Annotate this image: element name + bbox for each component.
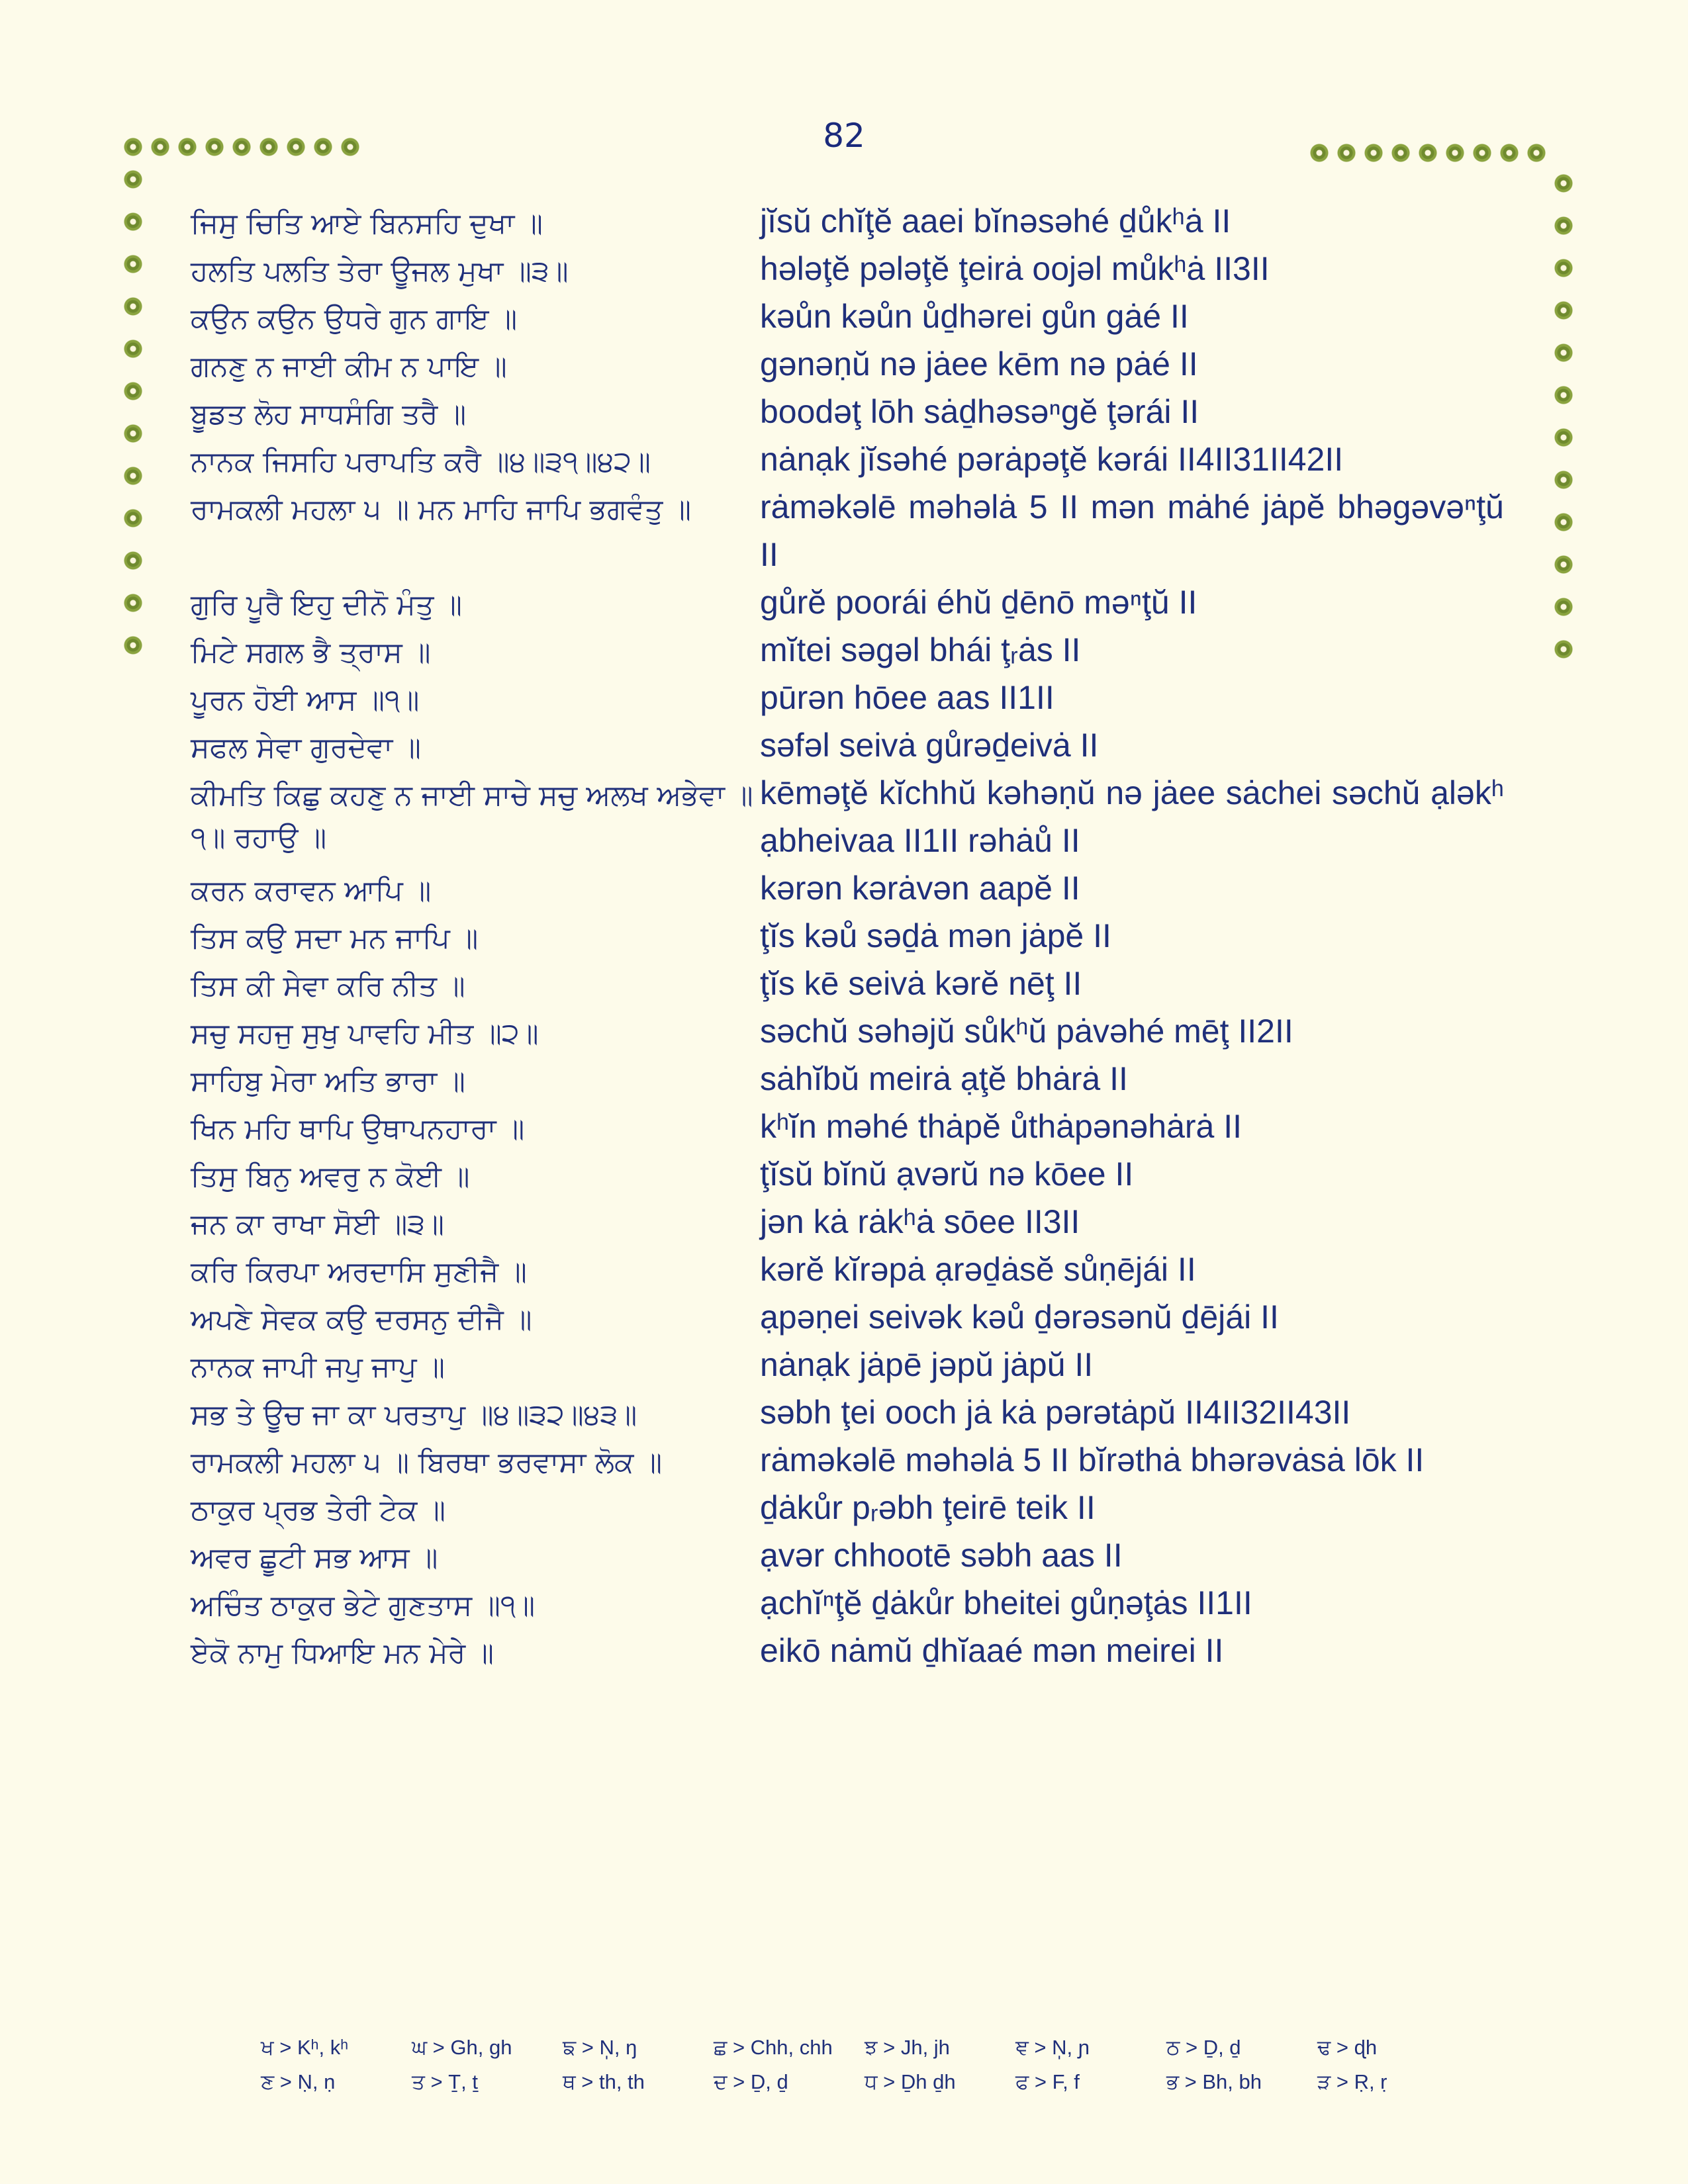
transliteration-text: gənəṇŭ nə jȧee kēm nə pȧé II <box>760 345 1198 383</box>
flower-ornament-icon <box>1554 470 1573 490</box>
verse-row <box>191 1198 1515 1246</box>
verse-row <box>191 864 1515 912</box>
gurmukhi-text: ਮਿਟੇ ਸਗਲ ਭੈ ਤ੍ਰਾਸ ॥ <box>191 636 431 669</box>
transliteration-text: ţĭsŭ bĭnŭ ạvərŭ nə kōee II <box>760 1156 1134 1193</box>
verse-row <box>191 1388 1515 1436</box>
gurmukhi-text: ਨਾਨਕ ਜਿਸਹਿ ਪਰਾਪਤਿ ਕਰੈ ॥੪॥੩੧॥੪੨॥ <box>191 445 651 478</box>
gurmukhi-text: ਜਿਸੁ ਚਿਤਿ ਆਏ ਬਿਨਸਹਿ ਦੁਖਾ ॥ <box>191 207 543 240</box>
flower-ornament-icon <box>123 339 143 359</box>
gurmukhi-text: ਅਵਰ ਛੂਟੀ ਸਭ ਆਸ ॥ <box>191 1541 438 1574</box>
verse-row <box>191 1341 1515 1388</box>
flower-ornament-icon <box>123 212 143 232</box>
flower-ornament-icon <box>123 551 143 570</box>
gurmukhi-text: ਜਨ ਕਾ ਰਾਖਾ ਸੋਈ ॥੩॥ <box>191 1208 445 1241</box>
page-number: 82 <box>823 116 865 155</box>
flower-ornament-icon <box>123 424 143 443</box>
gurmukhi-text: ਤਿਸ ਕਉ ਸਦਾ ਮਨ ਜਾਪਿ ॥ <box>191 922 479 955</box>
transliteration-text: mĭtei səgəl bhái ţᵣȧs II <box>760 631 1081 668</box>
transliteration-text: gůrĕ poorái éhŭ ḏēnō məⁿţŭ II <box>760 584 1197 621</box>
flower-ornament-icon <box>1554 555 1573 574</box>
flower-ornament-icon <box>313 137 333 157</box>
gurmukhi-text: ਤਿਸ ਕੀ ਸੇਵਾ ਕਰਿ ਨੀਤ ॥ <box>191 970 465 1003</box>
flower-ornament-icon <box>123 381 143 401</box>
verse-row <box>191 197 1515 245</box>
transliteration-legend <box>261 2030 1452 2099</box>
gurmukhi-text: ਸਚੁ ਸਹਜੁ ਸੁਖੁ ਪਾਵਹਿ ਮੀਤ ॥੨॥ <box>191 1017 539 1050</box>
gurmukhi-text: ਸਫਲ ਸੇਵਾ ਗੁਰਦੇਵਾ ॥ <box>191 731 421 764</box>
verse-row <box>191 1150 1515 1198</box>
flower-ornament-icon <box>123 137 143 157</box>
flower-ornament-icon <box>205 137 224 157</box>
legend-entry: ਘ > Gh, gh <box>412 2035 512 2059</box>
legend-entry: ੜ > Ṛ, ṛ <box>1317 2070 1387 2093</box>
gurmukhi-text: ਅਪਣੇ ਸੇਵਕ ਕਉ ਦਰਸਨੁ ਦੀਜੈ ॥ <box>191 1303 532 1336</box>
gurmukhi-text: ਗਨਣੁ ਨ ਜਾਈ ਕੀਮ ਨ ਪਾਇ ॥ <box>191 350 507 383</box>
verse-row <box>191 293 1515 340</box>
flower-ornament-icon <box>1554 639 1573 659</box>
legend-entry: ਙ > N̩, ŋ <box>563 2035 637 2059</box>
gurmukhi-text: ਰਾਮਕਲੀ ਮਹਲਾ ੫ ॥ ਬਿਰਥਾ ਭਰਵਾਸਾ ਲੋਕ ॥ <box>191 1446 663 1479</box>
verse-row <box>191 1055 1515 1103</box>
legend-entry: ਞ > N̩, ɲ <box>1015 2035 1090 2059</box>
gurmukhi-text: ਏਕੋ ਨਾਮੁ ਧਿਆਇ ਮਨ ਮੇਰੇ ॥ <box>191 1637 494 1670</box>
legend-entry: ਝ > Jh, jh <box>865 2035 950 2059</box>
transliteration-text: ạpəṇei seivək kəů ḏərəsənŭ ḏējái II <box>760 1298 1279 1336</box>
gurmukhi-text: ਨਾਨਕ ਜਾਪੀ ਜਪੁ ਜਾਪੁ ॥ <box>191 1351 445 1384</box>
transliteration-text: boodəţ lōh sȧḏhəsəⁿgĕ ţərái II <box>760 393 1199 430</box>
gurmukhi-text: ਕਰਨ ਕਰਾਵਨ ਆਪਿ ॥ <box>191 874 432 907</box>
transliteration-text: sȧhĭbŭ meirȧ ạţĕ bhȧrȧ II <box>760 1060 1128 1097</box>
gurmukhi-text: ਹਲਤਿ ਪਲਤਿ ਤੇਰਾ ਊਜਲ ਮੁਖਾ ॥੩॥ <box>191 255 569 288</box>
flower-ornament-icon <box>286 137 306 157</box>
verse-row <box>191 1484 1515 1531</box>
flower-ornament-icon <box>1554 300 1573 320</box>
legend-entry: ਠ > Ḏ, ḏ <box>1166 2035 1241 2059</box>
transliteration-text: səfəl seivȧ gůrəḏeivȧ II <box>760 727 1099 764</box>
transliteration-text: ạvər chhootē səbh aas II <box>760 1537 1123 1574</box>
verse-row <box>191 1531 1515 1579</box>
flower-ornament-icon <box>123 593 143 613</box>
transliteration-text: ḏȧkůr pᵣəbh ţeirē teik II <box>760 1489 1096 1526</box>
legend-entry: ਛ > Chh, chh <box>714 2035 833 2059</box>
flower-ornament-icon <box>123 169 143 189</box>
gurmukhi-text: ਤਿਸੁ ਬਿਨੁ ਅਵਰੁ ਨ ਕੋਈ ॥ <box>191 1160 470 1193</box>
verse-row <box>191 626 1515 674</box>
flower-ornament-icon <box>1554 597 1573 617</box>
legend-entry: ਦ > Ḏ, ḏ <box>714 2070 788 2093</box>
flower-ornament-icon <box>1391 143 1411 163</box>
gurmukhi-text: ਬੂਡਤ ਲੋਹ ਸਾਧਸੰਗਿ ਤਰੈ ॥ <box>191 398 467 431</box>
legend-entry: ਖ > Kʰ, kʰ <box>261 2035 349 2059</box>
transliteration-text: kʰĭn məhé thȧpĕ ůthȧpənəhȧrȧ II <box>760 1108 1243 1145</box>
flower-ornament-icon <box>150 137 170 157</box>
gurmukhi-text: ਕਰਿ ਕਿਰਪਾ ਅਰਦਾਸਿ ਸੁਣੀਜੈ ॥ <box>191 1255 527 1289</box>
gurmukhi-text: ਸਾਹਿਬੁ ਮੇਰਾ ਅਤਿ ਭਾਰਾ ॥ <box>191 1065 465 1098</box>
transliteration-text: nȧnạk jĭsəhé pərȧpəţĕ kərái II4II31II42II <box>760 441 1344 478</box>
gurmukhi-text: ਗੁਰਿ ਪੂਰੈ ਇਹੁ ਦੀਨੋ ਮੰਤੁ ॥ <box>191 588 463 621</box>
transliteration-text: rȧməkəlē məhəlȧ 5 II mən mȧhé jȧpĕ bhəgəvəⁿţŭ II <box>760 488 1504 573</box>
verse-row <box>191 674 1515 721</box>
gurmukhi-text: ਅਚਿੰਤ ਠਾਕੁਰ ਭੇਟੇ ਗੁਣਤਾਸ ॥੧॥ <box>191 1589 536 1622</box>
verse-row <box>191 578 1515 626</box>
transliteration-text: pūrən hōee aas II1II <box>760 679 1055 716</box>
transliteration-text: kēməţĕ kĭchhŭ kəhəṇŭ nə jȧee sȧchei səchŭ ạləkʰ ạbheivaa II1II rəhȧů II <box>760 774 1504 859</box>
legend-entry: ਤ > Ṯ, ṯ <box>412 2070 478 2093</box>
transliteration-text: səbh ţei ooch jȧ kȧ pərətȧpŭ II4II32II43II <box>760 1394 1351 1431</box>
gurmukhi-text: ਕੀਮਤਿ ਕਿਛੁ ਕਹਣੁ ਨ ਜਾਈ ਸਾਚੇ ਸਚੁ ਅਲਖ ਅਭੇਵਾ ॥੧॥ ਰਹਾਉ ॥ <box>191 779 753 854</box>
transliteration-text: ţĭs kəů səḏȧ mən jȧpĕ II <box>760 917 1111 954</box>
verse-row <box>191 1246 1515 1293</box>
legend-row <box>261 2030 1452 2065</box>
verse-row <box>191 721 1515 769</box>
transliteration-text: kərĕ kĭrəpȧ ạrəḏȧsĕ sůṇējái II <box>760 1251 1196 1288</box>
flower-ornament-icon <box>1554 512 1573 532</box>
flower-ornament-icon <box>1418 143 1438 163</box>
flower-ornament-icon <box>1445 143 1465 163</box>
flower-ornament-icon <box>1526 143 1546 163</box>
transliteration-text: hələţĕ pələţĕ ţeirȧ oojəl můkʰȧ II3II <box>760 250 1270 287</box>
legend-entry: ਣ > Ṇ, ṇ <box>261 2070 336 2093</box>
verse-row <box>191 769 1515 864</box>
flower-ornament-icon <box>123 254 143 274</box>
flower-ornament-icon <box>340 137 360 157</box>
flower-ornament-icon <box>123 466 143 486</box>
verse-row <box>191 1007 1515 1055</box>
flower-ornament-icon <box>123 508 143 528</box>
verse-row <box>191 912 1515 960</box>
flower-ornament-icon <box>1309 143 1329 163</box>
legend-entry: ਭ > Bh, bh <box>1166 2070 1262 2093</box>
transliteration-text: kəůn kəůn ůḏhərei gůn gȧé II <box>760 298 1189 335</box>
verse-row <box>191 1436 1515 1484</box>
verse-row <box>191 1103 1515 1150</box>
gurmukhi-text: ਠਾਕੁਰ ਪ੍ਰਭ ਤੇਰੀ ਟੇਕ ॥ <box>191 1494 445 1527</box>
verse-row <box>191 483 1515 578</box>
transliteration-text: ţĭs kē seivȧ kərĕ nēţ II <box>760 965 1082 1002</box>
flower-ornament-icon <box>1554 258 1573 278</box>
verse-table <box>191 197 1515 1674</box>
legend-entry: ਥ > th, th <box>563 2070 645 2093</box>
transliteration-text: ạchĭⁿţĕ ḏȧkůr bheitei gůṇəţȧs II1II <box>760 1584 1252 1621</box>
transliteration-text: kərən kərȧvən aapĕ II <box>760 870 1080 907</box>
gurmukhi-text: ਖਿਨ ਮਹਿ ਥਾਪਿ ਉਥਾਪਨਹਾਰਾ ॥ <box>191 1113 525 1146</box>
flower-ornament-icon <box>1554 428 1573 447</box>
verse-row <box>191 960 1515 1007</box>
verse-row <box>191 1293 1515 1341</box>
transliteration-text: jən kȧ rȧkʰȧ sōee II3II <box>760 1203 1080 1240</box>
legend-row <box>261 2065 1452 2099</box>
verse-row <box>191 435 1515 483</box>
verse-row <box>191 340 1515 388</box>
legend-entry: ਢ > ɖh <box>1317 2035 1378 2059</box>
transliteration-text: nȧnạk jȧpē jəpŭ jȧpŭ II <box>760 1346 1094 1383</box>
flower-ornament-icon <box>1364 143 1383 163</box>
gurmukhi-text: ਪੂਰਨ ਹੋਈ ਆਸ ॥੧॥ <box>191 684 420 717</box>
flower-ornament-icon <box>1472 143 1492 163</box>
gurmukhi-text: ਸਭ ਤੇ ਊਚ ਜਾ ਕਾ ਪਰਤਾਪੁ ॥੪॥੩੨॥੪੩॥ <box>191 1398 637 1432</box>
verse-row <box>191 1579 1515 1627</box>
flower-ornament-icon <box>232 137 252 157</box>
transliteration-text: rȧməkəlē məhəlȧ 5 II bĭrəthȧ bhərəvȧsȧ lōk II <box>760 1441 1425 1479</box>
gurmukhi-text: ਰਾਮਕਲੀ ਮਹਲਾ ੫ ॥ ਮਨ ਮਾਹਿ ਜਾਪਿ ਭਗਵੰਤੁ ॥ <box>191 493 691 526</box>
gurmukhi-text: ਕਉਨ ਕਉਨ ਉਧਰੇ ਗੁਨ ਗਾਇ ॥ <box>191 302 518 336</box>
flower-ornament-icon <box>123 296 143 316</box>
transliteration-text: səchŭ səhəjŭ sůkʰŭ pȧvəhé mēţ II2II <box>760 1013 1293 1050</box>
flower-ornament-icon <box>259 137 279 157</box>
legend-entry: ਧ > Ḏh ḏh <box>865 2070 956 2093</box>
flower-ornament-icon <box>1554 343 1573 363</box>
flower-ornament-icon <box>1554 385 1573 405</box>
verse-row <box>191 245 1515 293</box>
flower-ornament-icon <box>1554 173 1573 193</box>
flower-ornament-icon <box>1554 216 1573 236</box>
transliteration-text: eikō nȧmŭ ḏhĭaaé mən meirei II <box>760 1632 1224 1669</box>
transliteration-text: jĭsŭ chĭţĕ aaei bĭnəsəhé ḏůkʰȧ II <box>760 203 1231 240</box>
flower-ornament-icon <box>177 137 197 157</box>
verse-row <box>191 1627 1515 1674</box>
flower-ornament-icon <box>123 635 143 655</box>
legend-entry: ਫ > F, f <box>1015 2070 1080 2093</box>
flower-ornament-icon <box>1336 143 1356 163</box>
flower-ornament-icon <box>1499 143 1519 163</box>
verse-row <box>191 388 1515 435</box>
